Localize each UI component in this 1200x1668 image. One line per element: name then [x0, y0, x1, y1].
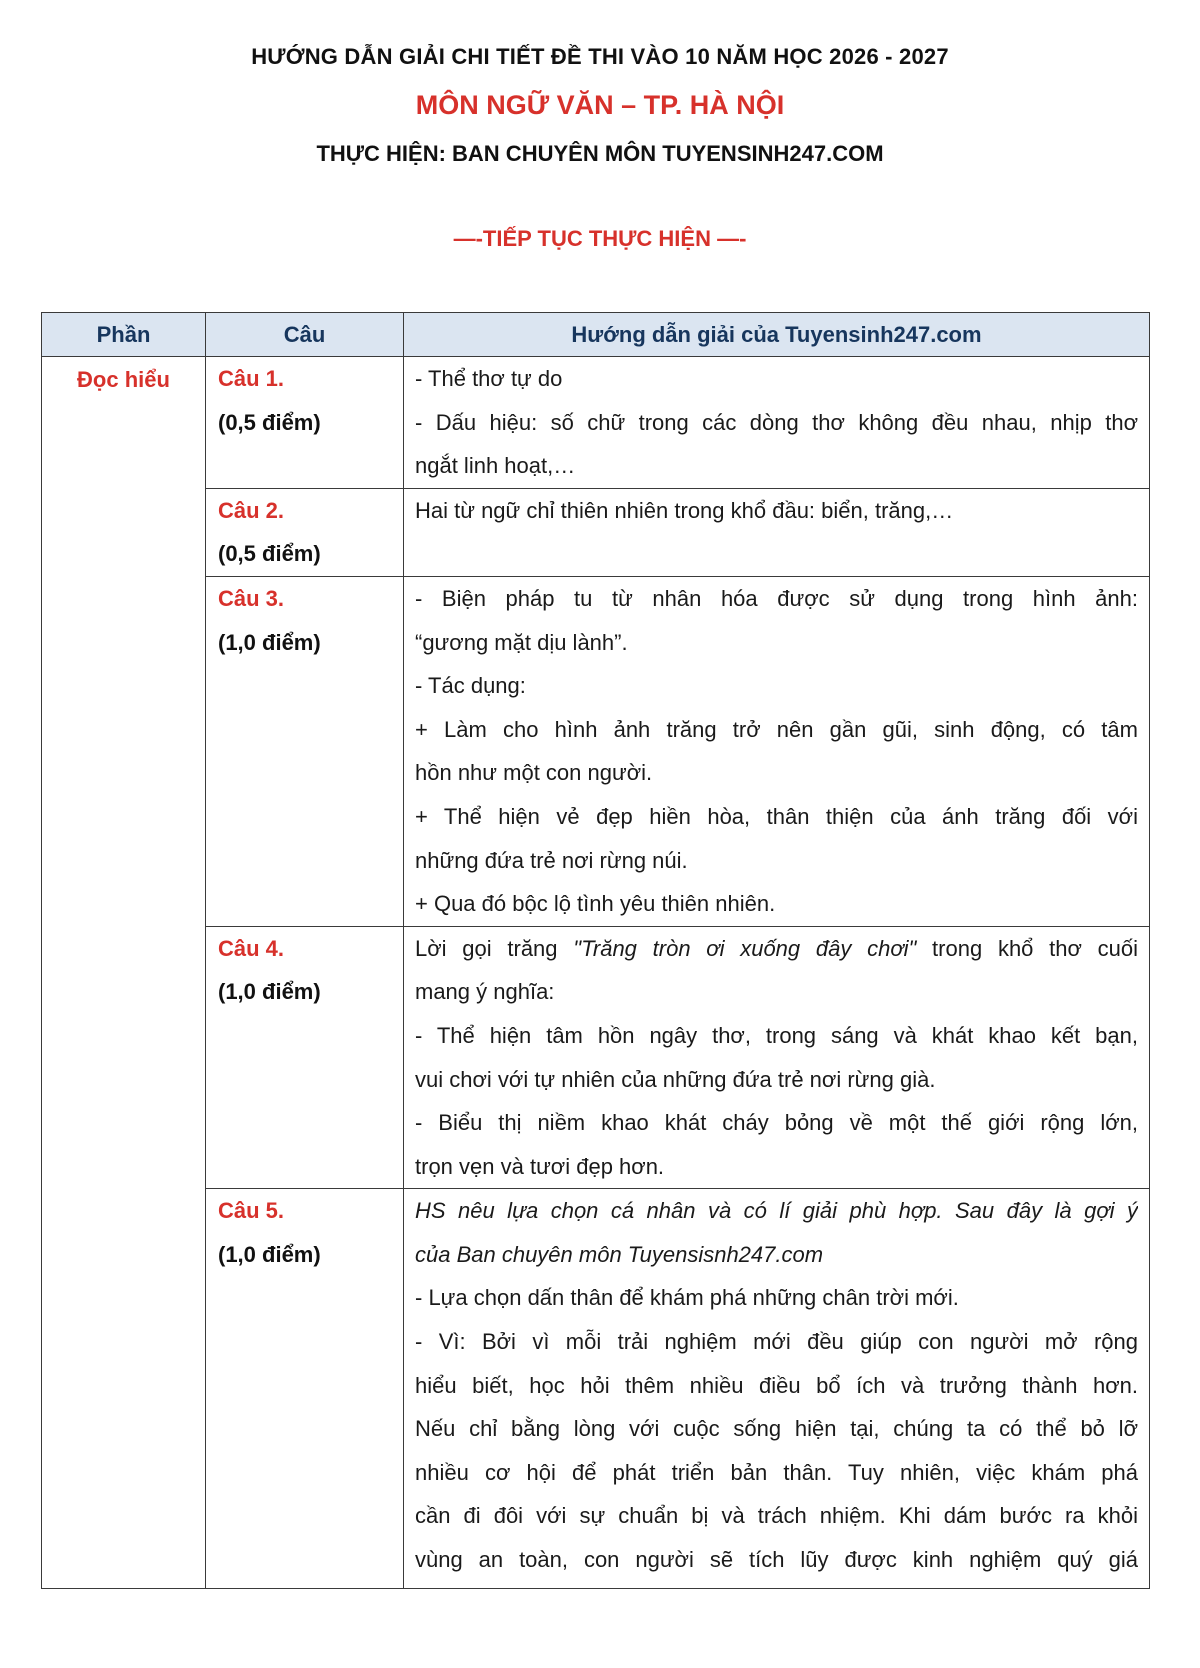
author-line: THỰC HIỆN: BAN CHUYÊN MÔN TUYENSINH247.COM [316, 141, 884, 166]
answer-text: Lời gọi trăng [415, 935, 574, 961]
column-header-guide: Hướng dẫn giải của Tuyensinh247.com [404, 313, 1150, 357]
answer-line: trọn vẹn và tươi đẹp hơn. [415, 1153, 665, 1179]
table-row [42, 488, 1150, 576]
answer-line: Nếu chỉ bằng lòng với cuộc sống hiện tại, chúng ta có thể bỏ lỡ [415, 1416, 1138, 1442]
answer-cell [404, 926, 1150, 1189]
question-number: Câu 4. [218, 935, 285, 961]
question-cell [206, 488, 404, 576]
table-row [42, 576, 1150, 926]
part-cell [42, 357, 206, 1589]
answer-line: + Qua đó bộc lộ tình yêu thiên nhiên. [415, 891, 776, 917]
table-row [42, 1189, 1150, 1588]
question-score: (1,0 điểm) [218, 979, 321, 1005]
table-header-row [42, 313, 1150, 357]
question-cell [206, 926, 404, 1189]
answer-line: “gương mặt dịu lành”. [415, 629, 628, 655]
answer-line: Hai từ ngữ chỉ thiên nhiên trong khổ đầu: biển, trăng,… [415, 497, 954, 523]
answer-line: - Vì: Bởi vì mỗi trải nghiệm mới đều giúp con người mở rộng [415, 1329, 1138, 1355]
answer-text: trong khổ thơ cuối [916, 935, 1138, 961]
answer-line: + Thể hiện vẻ đẹp hiền hòa, thân thiện của ánh trăng đối với [415, 803, 1138, 829]
answer-line: vui chơi với tự nhiên của những đứa trẻ nơi rừng già. [415, 1066, 936, 1092]
question-score: (0,5 điểm) [218, 541, 321, 567]
answer-cell [404, 1189, 1150, 1588]
answer-line: - Thể thơ tự do [415, 366, 563, 391]
part-label: Đọc hiểu [77, 367, 170, 392]
answer-line: ngắt linh hoạt,… [415, 453, 576, 479]
answer-line: - Biện pháp tu từ nhân hóa được sử dụng trong hình ảnh: [415, 585, 1138, 611]
table-row [42, 926, 1150, 1189]
question-cell [206, 357, 404, 489]
answer-line: của Ban chuyên môn Tuyensisnh247.com [415, 1241, 824, 1267]
answer-cell [404, 357, 1150, 489]
status-line: —-TIẾP TỤC THỰC HIỆN —- [453, 226, 747, 251]
question-cell [206, 576, 404, 926]
question-score: (0,5 điểm) [218, 409, 321, 435]
cell-padding [415, 1582, 1138, 1588]
question-score: (1,0 điểm) [218, 1241, 321, 1267]
answer-line: - Tác dụng: [415, 673, 526, 699]
answer-line [415, 927, 1138, 971]
answer-cell [404, 488, 1150, 576]
document-title: HƯỚNG DẪN GIẢI CHI TIẾT ĐỀ THI VÀO 10 NĂM HỌC 2026 - 2027 [251, 44, 949, 69]
answer-table [41, 312, 1150, 1589]
answer-line: hiểu biết, học hỏi thêm nhiều điều bổ ích và trưởng thành hơn. [415, 1372, 1138, 1398]
answer-line: HS nêu lựa chọn cá nhân và có lí giải phù hợp. Sau đây là gợi ý [415, 1198, 1138, 1224]
column-header-part: Phần [42, 313, 206, 357]
answer-line: - Dấu hiệu: số chữ trong các dòng thơ không đều nhau, nhịp thơ [415, 409, 1138, 435]
question-number: Câu 5. [218, 1198, 285, 1224]
answer-cell [404, 576, 1150, 926]
answer-line: vùng an toàn, con người sẽ tích lũy được kinh nghiệm quý giá [415, 1547, 1138, 1573]
answer-line: hồn như một con người. [415, 760, 653, 786]
table-row [42, 357, 1150, 489]
question-number: Câu 3. [218, 585, 285, 611]
question-number: Câu 2. [218, 497, 285, 523]
answer-line: nhiều cơ hội để phát triển bản thân. Tuy nhiên, việc khám phá [415, 1459, 1138, 1485]
answer-line: - Thể hiện tâm hồn ngây thơ, trong sáng và khát khao kết bạn, [415, 1022, 1138, 1048]
answer-line: những đứa trẻ nơi rừng núi. [415, 847, 688, 873]
question-score: (1,0 điểm) [218, 629, 321, 655]
poem-quote: "Trăng tròn ơi xuống đây chơi" [573, 935, 917, 961]
answer-line: - Biểu thị niềm khao khát cháy bỏng về một thế giới rộng lớn, [415, 1110, 1138, 1136]
question-cell [206, 1189, 404, 1588]
answer-line: - Lựa chọn dấn thân để khám phá những chân trời mới. [415, 1285, 959, 1311]
subject-title: MÔN NGỮ VĂN – TP. HÀ NỘI [415, 90, 785, 120]
answer-line: cần đi đôi với sự chuẩn bị và trách nhiệm. Khi dám bước ra khỏi [415, 1503, 1138, 1529]
answer-line: mang ý nghĩa: [415, 979, 555, 1005]
answer-line: + Làm cho hình ảnh trăng trở nên gần gũi, sinh động, có tâm [415, 716, 1138, 742]
column-header-question: Câu [206, 313, 404, 357]
question-number: Câu 1. [218, 366, 285, 391]
